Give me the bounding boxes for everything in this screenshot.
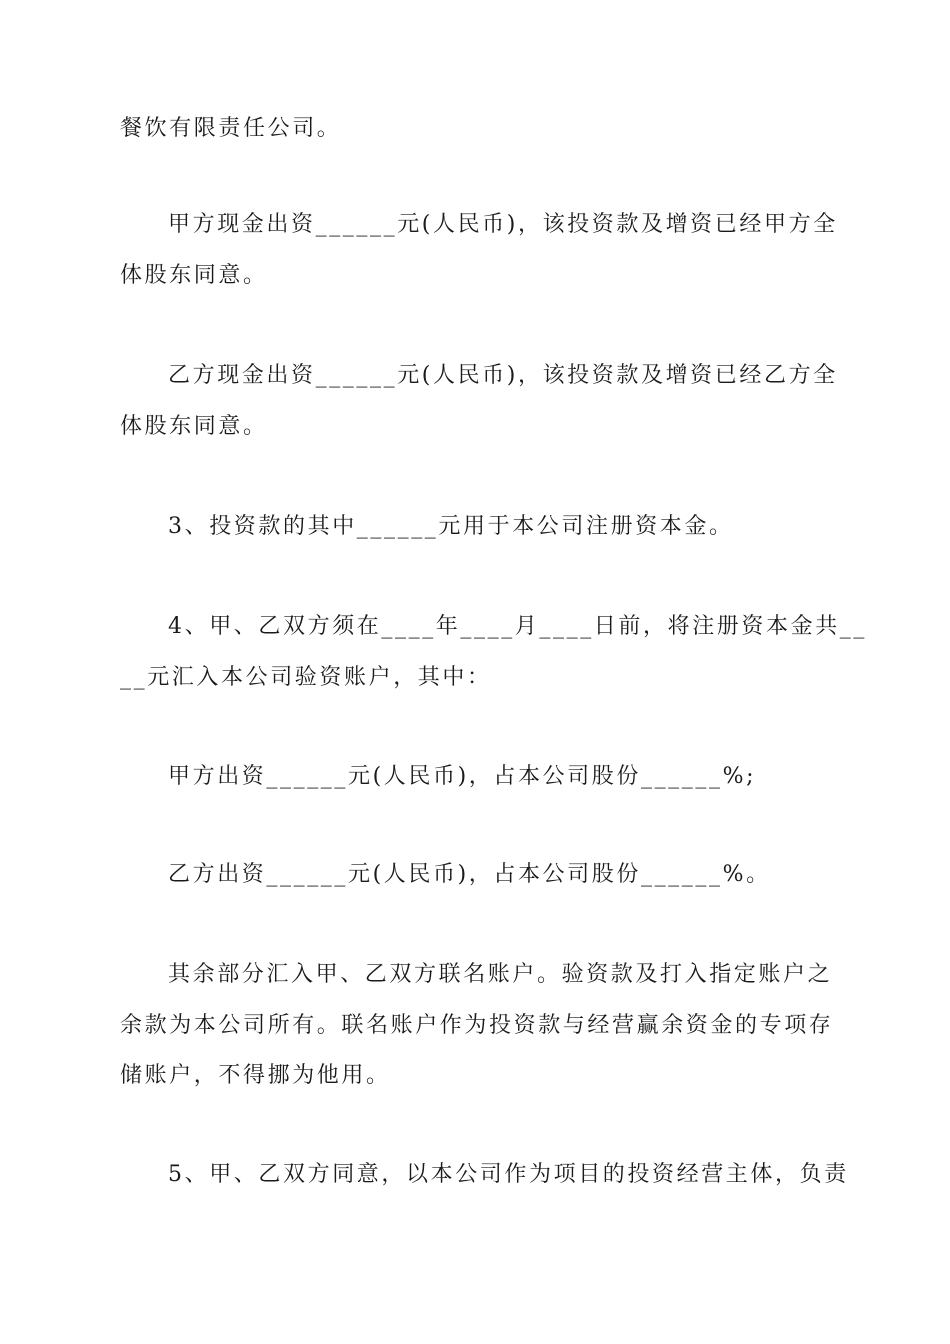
text-line: 甲方出资______元(人民币)，占本公司股份______%; bbox=[168, 764, 757, 789]
text-line: 其余部分汇入甲、乙双方联名账户。验资款及打入指定账户之 bbox=[168, 962, 833, 987]
text-line: 体股东同意。 bbox=[120, 414, 268, 439]
text-line: 5、甲、乙双方同意，以本公司作为项目的投资经营主体，负责 bbox=[168, 1162, 849, 1187]
text-line: 体股东同意。 bbox=[120, 263, 268, 288]
text-line: 储账户，不得挪为他用。 bbox=[120, 1063, 391, 1088]
text-line: 4、甲、乙双方须在____年____月____日前，将注册资本金共__ bbox=[168, 614, 867, 639]
text-line: 乙方现金出资______元(人民币)，该投资款及增资已经乙方全 bbox=[168, 363, 838, 388]
text-line: 甲方现金出资______元(人民币)，该投资款及增资已经甲方全 bbox=[168, 212, 838, 237]
text-line: 乙方出资______元(人民币)，占本公司股份______%。 bbox=[168, 862, 771, 887]
text-line: 3、投资款的其中______元用于本公司注册资本金。 bbox=[168, 514, 734, 539]
text-line: __元汇入本公司验资账户，其中： bbox=[120, 665, 492, 690]
text-line: 余款为本公司所有。联名账户作为投资款与经营赢余资金的专项存 bbox=[120, 1013, 834, 1038]
text-line: 餐饮有限责任公司。 bbox=[120, 116, 342, 141]
